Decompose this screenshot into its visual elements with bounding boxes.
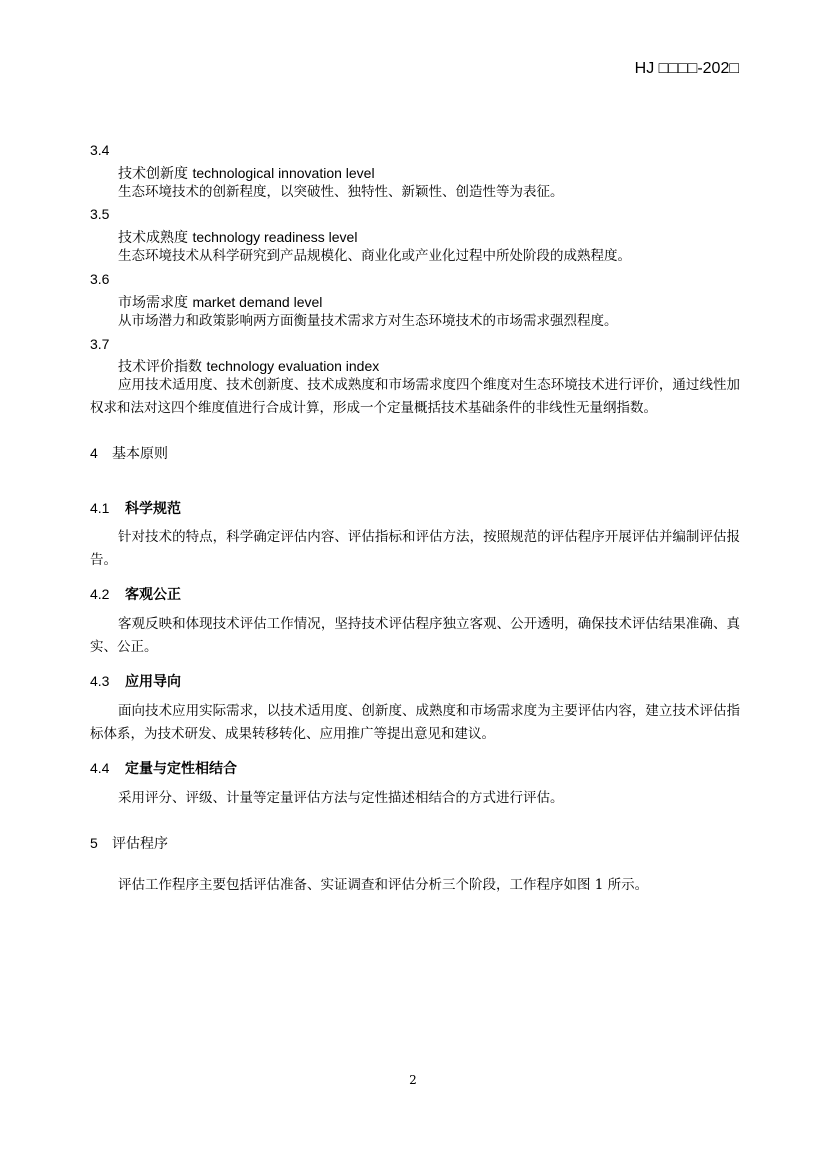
term-zh: 技术创新度 — [118, 166, 188, 182]
term-definition: 生态环境技术的创新程度，以突破性、独特性、新颖性、创造性等为表征。 — [118, 184, 564, 200]
subsection-heading — [90, 584, 181, 604]
body-paragraph: 针对技术的特点，科学确定评估内容、评估指标和评估方法，按照规范的评估程序开展评估并编制评估报告。 — [90, 529, 740, 568]
subsection-title: 科学规范 — [125, 501, 181, 517]
term-zh: 技术成熟度 — [118, 230, 188, 246]
term-en: market demand level — [192, 294, 323, 310]
term-en: technological innovation level — [192, 165, 375, 181]
term-definition: 从市场潜力和政策影响两方面衡量技术需求方对生态环境技术的市场需求强烈程度。 — [118, 313, 618, 329]
clause-number: 3.4 — [90, 142, 110, 158]
subsection-title: 客观公正 — [125, 587, 181, 603]
subsection-heading — [90, 758, 237, 778]
term-heading — [118, 292, 322, 312]
page-number: 2 — [409, 1073, 417, 1087]
subsection-title: 定量与定性相结合 — [125, 761, 237, 777]
term-definition: 生态环境技术从科学研究到产品规模化、商业化或产业化过程中所处阶段的成熟程度。 — [118, 248, 631, 264]
section-number: 5 — [90, 835, 98, 851]
term-en: technology readiness level — [192, 229, 358, 245]
section-title: 评估程序 — [112, 836, 168, 852]
subsection-heading — [90, 671, 181, 691]
section-number: 4 — [90, 445, 98, 461]
body-paragraph: 面向技术应用实际需求，以技术适用度、创新度、成熟度和市场需求度为主要评估内容，建立技术评估指标体系，为技术研发、成果转移转化、应用推广等提出意见和建议。 — [90, 703, 740, 742]
subsection-number: 4.2 — [90, 586, 110, 602]
term-definition: 应用技术适用度、技术创新度、技术成熟度和市场需求度四个维度对生态环境技术进行评价，通过线性加权求和法对这四个维度值进行合成计算，形成一个定量概括技术基础条件的非线性无量纲指数。 — [90, 377, 740, 416]
subsection-number: 4.3 — [90, 673, 110, 689]
section-title: 基本原则 — [112, 446, 168, 462]
term-heading — [118, 163, 375, 183]
clause-number: 3.7 — [90, 336, 110, 352]
body-paragraph: 采用评分、评级、计量等定量评估方法与定性描述相结合的方式进行评估。 — [118, 790, 564, 806]
term-zh: 技术评价指数 — [118, 359, 202, 375]
subsection-number: 4.4 — [90, 760, 110, 776]
body-paragraph: 评估工作程序主要包括评估准备、实证调查和评估分析三个阶段，工作程序如图 1 所示。 — [118, 877, 649, 893]
section-heading — [90, 443, 168, 463]
subsection-title: 应用导向 — [125, 674, 181, 690]
term-en: technology evaluation index — [206, 358, 380, 374]
clause-number: 3.5 — [90, 206, 110, 222]
term-zh: 市场需求度 — [118, 295, 188, 311]
document-code: HJ □□□□-202□ — [634, 60, 739, 77]
term-heading — [118, 356, 379, 376]
body-paragraph: 客观反映和体现技术评估工作情况，坚持技术评估程序独立客观、公开透明，确保技术评估结果准确、真实、公正。 — [90, 616, 740, 655]
clause-number: 3.6 — [90, 271, 110, 287]
section-heading — [90, 833, 168, 853]
term-heading — [118, 227, 357, 247]
subsection-number: 4.1 — [90, 500, 110, 516]
subsection-heading — [90, 498, 181, 518]
